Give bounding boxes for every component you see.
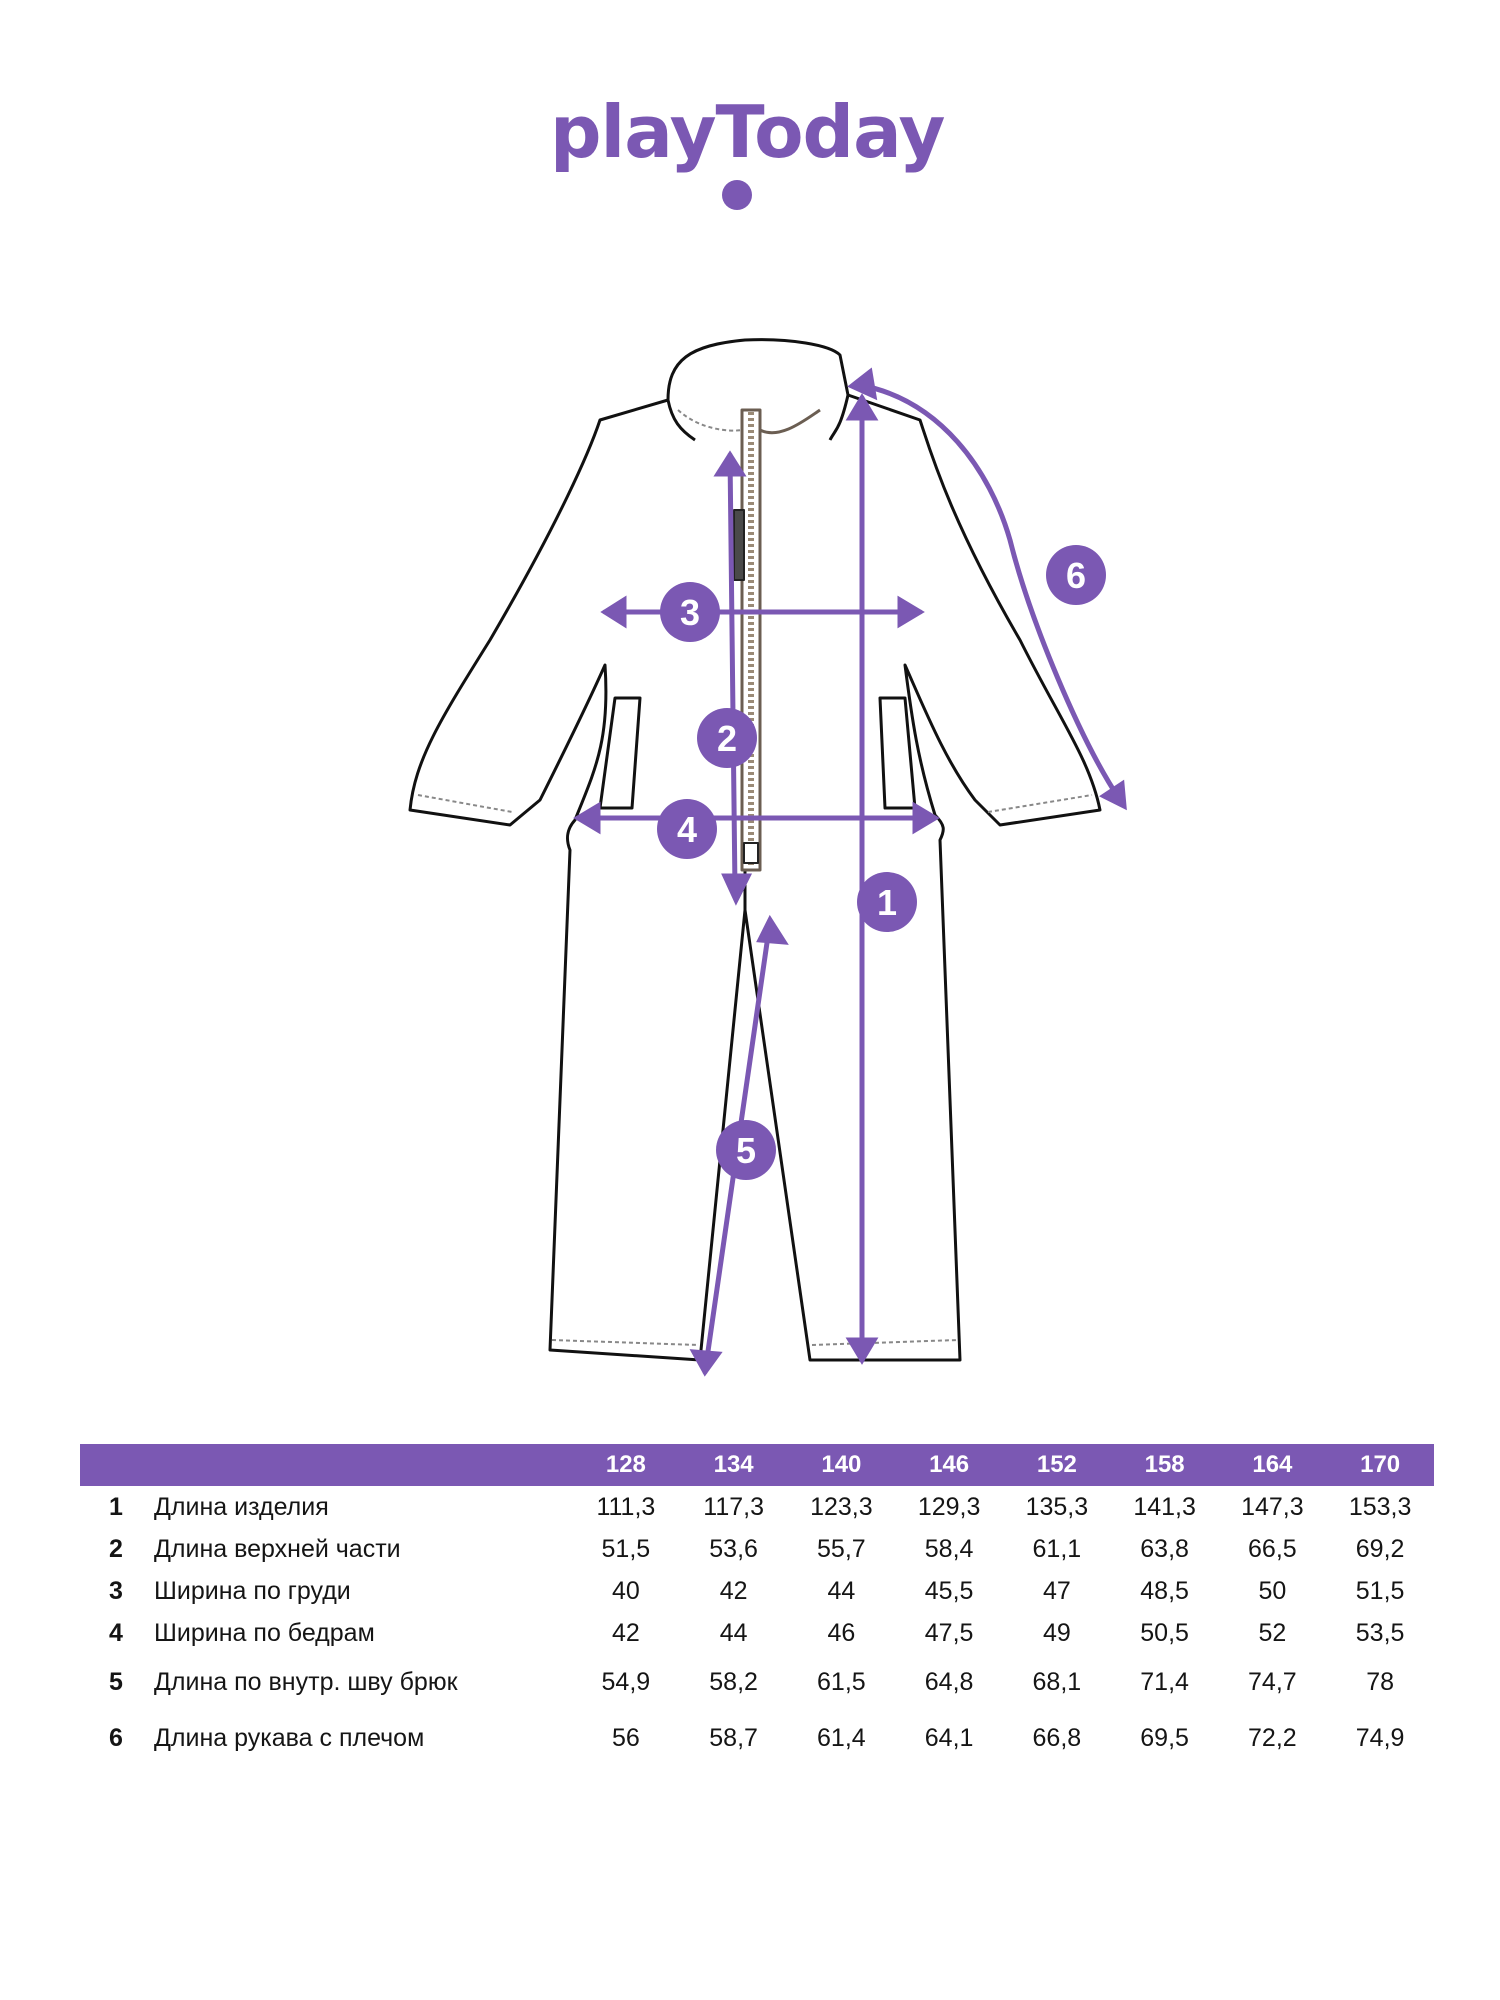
row-label: Ширина по груди: [154, 1576, 351, 1605]
brand-logo-dot: [722, 180, 752, 210]
measurement-arrows: [578, 372, 1124, 1372]
row-number: 3: [109, 1576, 123, 1605]
table-cell: 61,1: [1032, 1534, 1082, 1563]
table-cell: 58,4: [924, 1534, 974, 1563]
table-cell: 58,7: [709, 1723, 758, 1752]
table-cell: 117,3: [703, 1492, 764, 1521]
table-cell: 56: [611, 1723, 640, 1752]
row-number: 4: [109, 1618, 123, 1647]
table-cell: 51,5: [1355, 1576, 1405, 1605]
table-cell: 47,5: [924, 1618, 974, 1647]
jumpsuit-diagram: [0, 300, 1500, 1400]
table-row: [80, 1710, 1434, 1766]
table-cell: 49: [1042, 1618, 1071, 1647]
table-cell: 40: [611, 1576, 640, 1605]
header-size: 158: [1111, 1444, 1219, 1486]
marker-2-label: 2: [716, 718, 738, 759]
table-cell: 50,5: [1140, 1618, 1189, 1647]
table-cell: 51,5: [601, 1534, 651, 1563]
table-row: [80, 1528, 1434, 1570]
table-cell: 42: [719, 1576, 748, 1605]
table-cell: 53,5: [1355, 1618, 1405, 1647]
table-cell: 141,3: [1133, 1492, 1196, 1521]
marker-5-label: 5: [735, 1130, 757, 1171]
marker-1-label: 1: [876, 882, 898, 923]
table-cell: 66,5: [1248, 1534, 1297, 1563]
row-label: Длина рукава с плечом: [154, 1723, 425, 1752]
measurement-markers: [657, 545, 1106, 1180]
table-cell: 64,8: [924, 1667, 974, 1696]
table-cell: 53,6: [709, 1534, 758, 1563]
marker-4-label: 4: [676, 809, 698, 850]
table-cell: 64,1: [924, 1723, 974, 1752]
size-table: [80, 1444, 1434, 1766]
table-cell: 129,3: [917, 1492, 981, 1521]
row-label: Длина верхней части: [154, 1534, 401, 1563]
table-cell: 66,8: [1032, 1723, 1082, 1752]
header-size: 164: [1219, 1444, 1327, 1486]
marker-3-label: 3: [679, 592, 701, 633]
row-number: 6: [109, 1723, 123, 1752]
table-cell: 153,3: [1348, 1492, 1412, 1521]
table-cell: 71,4: [1140, 1667, 1189, 1696]
header-cell: [80, 1444, 152, 1486]
jumpsuit-outline: [410, 340, 1100, 1360]
table-row: [80, 1486, 1434, 1528]
size-table-header: [80, 1444, 1434, 1486]
table-cell: 55,7: [817, 1534, 866, 1563]
header-size: 170: [1326, 1444, 1434, 1486]
table-cell: 74,9: [1355, 1723, 1405, 1752]
table-cell: 44: [719, 1618, 748, 1647]
table-cell: 44: [827, 1576, 856, 1605]
row-label: Ширина по бедрам: [154, 1618, 375, 1647]
table-cell: 48,5: [1140, 1576, 1189, 1605]
row-number: 2: [109, 1534, 123, 1563]
table-cell: 45,5: [924, 1576, 974, 1605]
header-size: 134: [680, 1444, 788, 1486]
row-label: Длина изделия: [154, 1492, 329, 1521]
table-cell: 42: [611, 1618, 640, 1647]
table-cell: 61,4: [817, 1723, 866, 1752]
table-cell: 46: [827, 1618, 856, 1647]
table-cell: 52: [1258, 1618, 1287, 1647]
marker-6-label: 6: [1065, 555, 1087, 596]
table-cell: 111,3: [596, 1492, 656, 1521]
table-row: [80, 1612, 1434, 1654]
row-number: 5: [109, 1667, 123, 1696]
table-cell: 47: [1042, 1576, 1071, 1605]
table-cell: 63,8: [1140, 1534, 1189, 1563]
row-label: Длина по внутр. шву брюк: [154, 1667, 458, 1696]
table-row: [80, 1654, 1434, 1710]
table-cell: 68,1: [1032, 1667, 1082, 1696]
table-cell: 58,2: [709, 1667, 758, 1696]
header-size: 140: [788, 1444, 896, 1486]
table-cell: 123,3: [810, 1492, 873, 1521]
header-cell: [152, 1444, 572, 1486]
table-cell: 78: [1366, 1667, 1395, 1696]
table-cell: 69,2: [1355, 1534, 1405, 1563]
table-cell: 72,2: [1248, 1723, 1297, 1752]
header-size: 146: [895, 1444, 1003, 1486]
table-cell: 147,3: [1241, 1492, 1304, 1521]
table-cell: 54,9: [601, 1667, 651, 1696]
table-row: [80, 1570, 1434, 1612]
table-cell: 135,3: [1025, 1492, 1089, 1521]
table-cell: 69,5: [1140, 1723, 1189, 1752]
table-cell: 74,7: [1248, 1667, 1297, 1696]
row-number: 1: [109, 1492, 123, 1521]
brand-logo: [550, 90, 970, 220]
header-size: 152: [1003, 1444, 1111, 1486]
brand-logo-text: playToday: [550, 90, 945, 174]
table-cell: 50: [1258, 1576, 1287, 1605]
header-size: 128: [572, 1444, 680, 1486]
table-cell: 61,5: [817, 1667, 866, 1696]
